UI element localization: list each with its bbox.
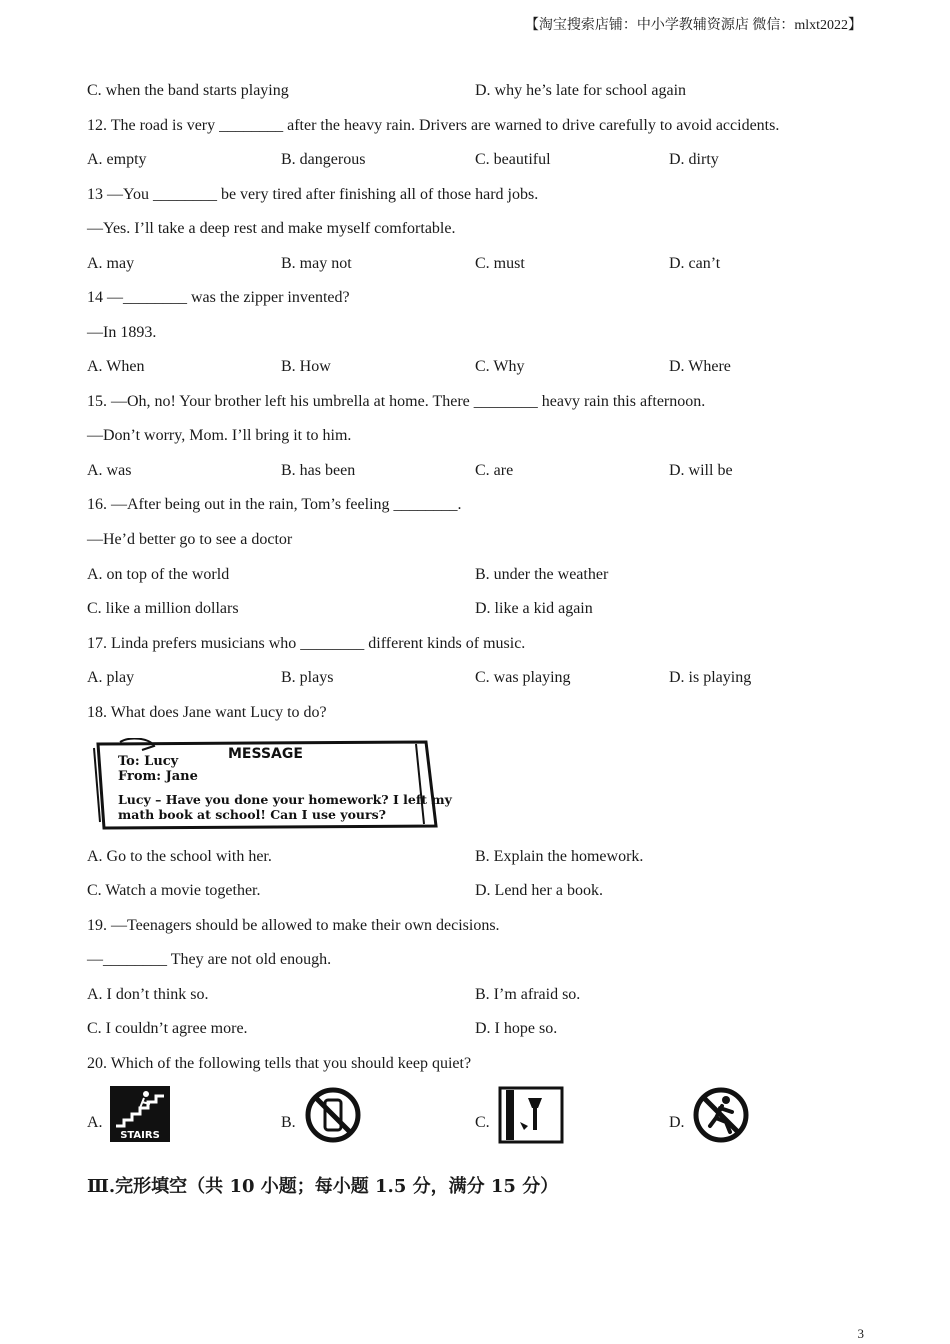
q11-option-c: C. when the band starts playing <box>87 82 289 99</box>
no-phone-sign-icon <box>304 1086 362 1149</box>
message-from: From: Jane <box>118 769 198 784</box>
q11-option-d: D. why he’s late for school again <box>475 82 687 99</box>
q14-stem: 14 —________ was the zipper invented? <box>87 289 350 306</box>
q15-option-b: B. has been <box>281 462 356 479</box>
q20-option-b: B. <box>281 1114 296 1131</box>
q19-option-c: C. I couldn’t agree more. <box>87 1020 248 1037</box>
q20-option-c: C. <box>475 1114 490 1131</box>
q17-stem: 17. Linda prefers musicians who ________ different kinds of music. <box>87 635 526 652</box>
q12-stem: 12. The road is very ________ after the heavy rain. Drivers are warned to drive carefully to avoid accidents. <box>87 117 780 134</box>
q12-option-b: B. dangerous <box>281 151 366 168</box>
q18-option-c: C. Watch a movie together. <box>87 882 261 899</box>
q16-option-b: B. under the weather <box>475 566 609 583</box>
q12-option-d: D. dirty <box>669 151 719 168</box>
q16-option-a: A. on top of the world <box>87 566 230 583</box>
q16-option-d: D. like a kid again <box>475 600 593 617</box>
q14-reply: —In 1893. <box>87 324 157 341</box>
q13-reply: —Yes. I’ll take a deep rest and make myself comfortable. <box>87 220 456 237</box>
q15-stem: 15. —Oh, no! Your brother left his umbrella at home. There ________ heavy rain this afternoon. <box>87 393 706 410</box>
q15-option-d: D. will be <box>669 462 733 479</box>
message-title: MESSAGE <box>228 746 303 762</box>
q16-reply: —He’d better go to see a doctor <box>87 531 293 548</box>
no-running-sign-icon <box>692 1086 750 1149</box>
section-iii-heading: Ⅲ.完形填空（共 10 小题；每小题 1.5 分，满分 15 分） <box>87 1176 559 1197</box>
q20-option-d: D. <box>669 1114 685 1131</box>
message-note-image <box>90 738 452 832</box>
q19-option-b: B. I’m afraid so. <box>475 986 581 1003</box>
q20-option-a: A. <box>87 1114 103 1131</box>
q16-option-c: C. like a million dollars <box>87 600 239 617</box>
page-header: 【淘宝搜索店铺：中小学教辅资源店 微信：mlxt2022】 <box>524 18 862 33</box>
q13-option-c: C. must <box>475 255 525 272</box>
q19-option-a: A. I don’t think so. <box>87 986 209 1003</box>
q15-option-a: A. was <box>87 462 132 479</box>
stairs-sign-icon <box>110 1086 170 1147</box>
q19-stem: 19. —Teenagers should be allowed to make their own decisions. <box>87 917 500 934</box>
q14-option-b: B. How <box>281 358 331 375</box>
q17-option-a: A. play <box>87 669 135 686</box>
q16-stem: 16. —After being out in the rain, Tom’s feeling ________. <box>87 496 462 513</box>
q17-option-b: B. plays <box>281 669 334 686</box>
q12-option-c: C. beautiful <box>475 151 551 168</box>
q18-option-a: A. Go to the school with her. <box>87 848 272 865</box>
q14-option-c: C. Why <box>475 358 525 375</box>
q20-stem: 20. Which of the following tells that you should keep quiet? <box>87 1055 472 1072</box>
stairs-sign-text: STAIRS <box>120 1130 160 1141</box>
q17-option-c: C. was playing <box>475 669 571 686</box>
restroom-sign-icon <box>498 1086 564 1149</box>
q18-option-d: D. Lend her a book. <box>475 882 603 899</box>
q15-option-c: C. are <box>475 462 514 479</box>
q19-reply: —________ They are not old enough. <box>87 951 332 968</box>
q13-option-b: B. may not <box>281 255 352 272</box>
q14-option-d: D. Where <box>669 358 731 375</box>
q17-option-d: D. is playing <box>669 669 752 686</box>
q13-option-d: D. can’t <box>669 255 721 272</box>
message-body-line2: math book at school! Can I use yours? <box>118 807 386 822</box>
message-to: To: Lucy <box>118 754 179 769</box>
q18-stem: 18. What does Jane want Lucy to do? <box>87 704 327 721</box>
q18-option-b: B. Explain the homework. <box>475 848 644 865</box>
q13-option-a: A. may <box>87 255 135 272</box>
q15-reply: —Don’t worry, Mom. I’ll bring it to him. <box>87 427 352 444</box>
q19-option-d: D. I hope so. <box>475 1020 558 1037</box>
q13-stem: 13 —You ________ be very tired after finishing all of those hard jobs. <box>87 186 539 203</box>
page-number: 3 <box>857 1326 864 1341</box>
q12-option-a: A. empty <box>87 151 147 168</box>
message-body-line1: Lucy – Have you done your homework? I left my <box>118 792 452 807</box>
q14-option-a: A. When <box>87 358 145 375</box>
